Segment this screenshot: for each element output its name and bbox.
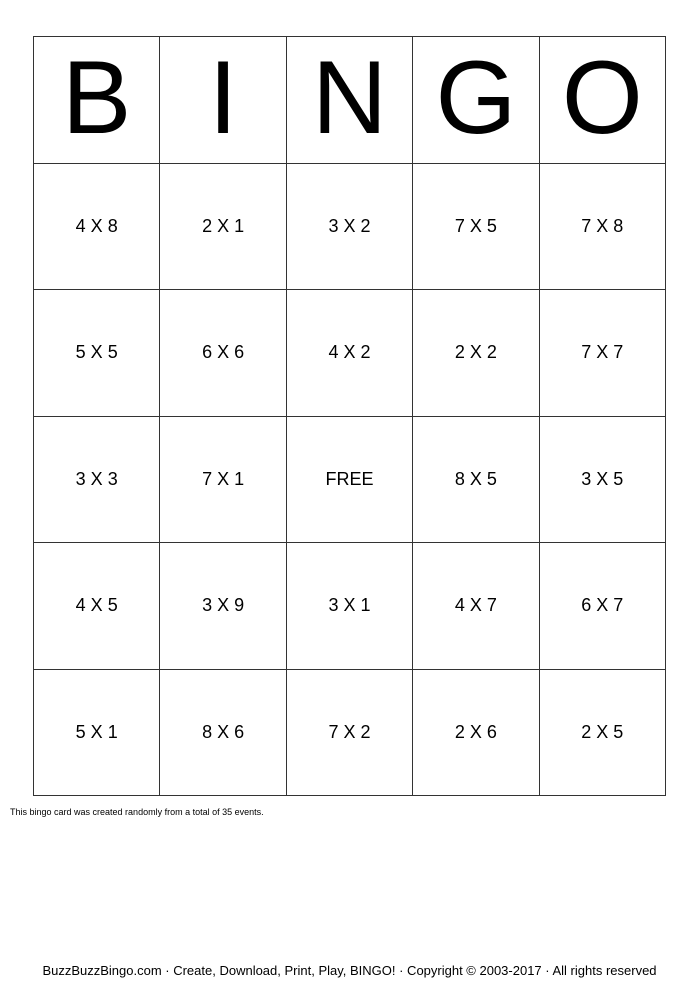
bingo-square: 4 X 5 (34, 543, 160, 670)
footer: BuzzBuzzBingo.com · Create, Download, Print, Play, BINGO! · Copyright © 2003-2017 · All rights reserved (42, 963, 657, 978)
bingo-square: 7 X 7 (540, 290, 666, 417)
bingo-square: 4 X 8 (34, 164, 160, 291)
header-b: B (34, 37, 160, 164)
bingo-card (33, 36, 666, 796)
bingo-square: 5 X 1 (34, 670, 160, 797)
bingo-square: 7 X 2 (287, 670, 413, 797)
bingo-square: 2 X 1 (160, 164, 286, 291)
bingo-square: 2 X 5 (540, 670, 666, 797)
bingo-square: 2 X 2 (413, 290, 539, 417)
bingo-square: 7 X 8 (540, 164, 666, 291)
bingo-square: 7 X 1 (160, 417, 286, 544)
header-o: O (540, 37, 666, 164)
free-square: FREE (287, 417, 413, 544)
bingo-square: 3 X 2 (287, 164, 413, 291)
bingo-square: 5 X 5 (34, 290, 160, 417)
header-i: I (160, 37, 286, 164)
bingo-square: 3 X 3 (34, 417, 160, 544)
bingo-square: 4 X 2 (287, 290, 413, 417)
bingo-square: 7 X 5 (413, 164, 539, 291)
header-n: N (287, 37, 413, 164)
bingo-square: 3 X 5 (540, 417, 666, 544)
bingo-square: 3 X 1 (287, 543, 413, 670)
bingo-square: 3 X 9 (160, 543, 286, 670)
bingo-square: 6 X 6 (160, 290, 286, 417)
bingo-square: 8 X 5 (413, 417, 539, 544)
bingo-square: 6 X 7 (540, 543, 666, 670)
header-g: G (413, 37, 539, 164)
bingo-square: 4 X 7 (413, 543, 539, 670)
bingo-square: 8 X 6 (160, 670, 286, 797)
card-note: This bingo card was created randomly from a total of 35 events. (10, 807, 264, 817)
bingo-square: 2 X 6 (413, 670, 539, 797)
